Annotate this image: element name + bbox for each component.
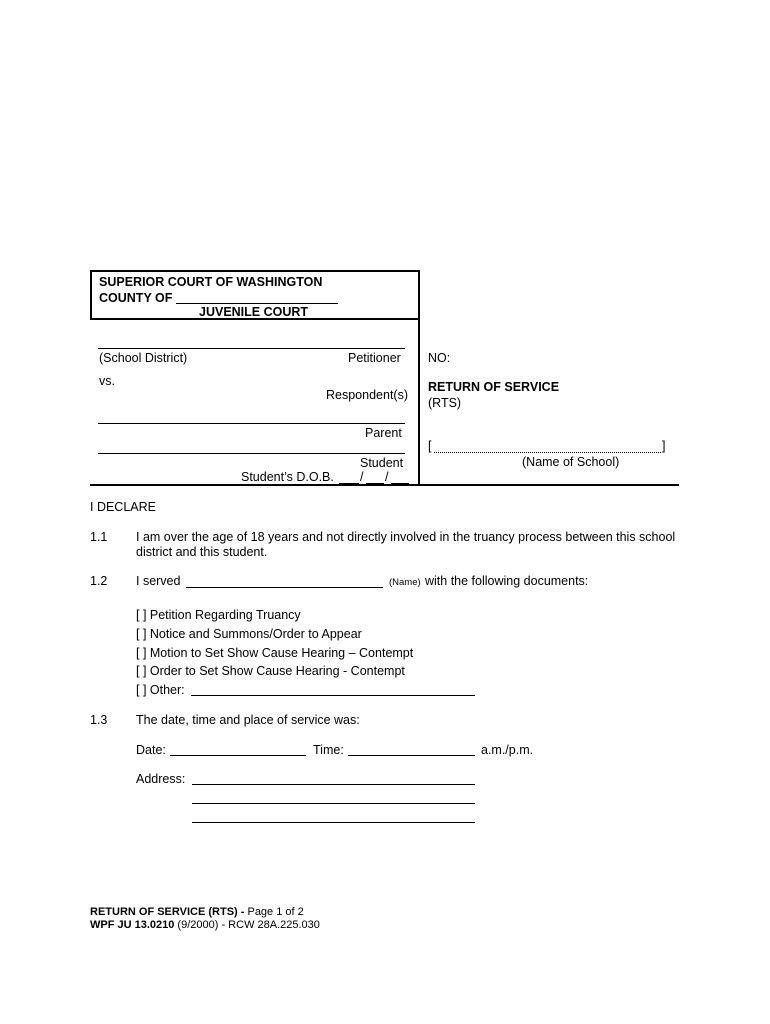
footer-form-info [90,919,320,931]
school-district-line[interactable] [98,348,405,349]
document-checkbox-motion[interactable]: [ ] Motion to Set Show Cause Hearing – Contempt [136,646,414,660]
footer-title: RETURN OF SERVICE (RTS) - [90,906,245,918]
footer-form-citation: (9/2000) - RCW 28A.225.030 [174,919,320,931]
served-name-blank[interactable] [186,587,383,588]
document-checkbox-order[interactable]: [ ] Order to Set Show Cause Hearing - Contempt [136,664,405,678]
juvenile-court-label: JUVENILE COURT [199,305,309,319]
parent-line[interactable] [98,423,405,424]
ampm-label: a.m./p.m. [481,743,534,757]
dob-label: Student’s D.O.B. [241,470,334,484]
section-1-1-text-line1: I am over the age of 18 years and not directly involved in the truancy process between this school [136,530,676,544]
section-number: 1.3 [90,713,108,727]
other-document-blank[interactable] [191,695,475,696]
school-name-blank[interactable] [434,452,661,453]
petitioner-label: Petitioner [348,351,401,365]
address-line-1[interactable] [192,784,475,785]
school-name-label: (Name of School) [522,455,620,469]
section-1-3-text: The date, time and place of service was: [136,713,360,727]
time-label: Time: [313,743,344,757]
section-number: 1.1 [90,530,108,544]
address-line-2[interactable] [192,803,475,804]
document-checkbox-notice[interactable]: [ ] Notice and Summons/Order to Appear [136,627,362,641]
document-title: RETURN OF SERVICE [428,380,560,394]
name-hint: (Name) [389,577,421,588]
county-label: COUNTY OF [99,291,173,305]
document-checkbox-petition[interactable]: [ ] Petition Regarding Truancy [136,608,301,622]
parent-label: Parent [365,426,402,440]
address-label: Address: [136,772,186,786]
case-number-label: NO: [428,351,451,365]
address-line-3[interactable] [192,822,475,823]
date-blank[interactable] [170,755,306,756]
caption-divider [90,484,679,486]
dob-separator: / [385,470,389,484]
school-district-label: (School District) [99,351,188,365]
court-name: SUPERIOR COURT OF WASHINGTON [99,275,323,289]
county-blank[interactable] [176,303,338,304]
date-label: Date: [136,743,166,757]
respondents-label: Respondent(s) [326,388,408,402]
student-label: Student [360,456,404,470]
bracket-open: [ [428,439,432,453]
student-line[interactable] [98,453,405,454]
vs-label: vs. [99,374,115,388]
time-blank[interactable] [348,755,475,756]
declaration-heading: I DECLARE [90,500,156,514]
served-label: I served [136,574,181,588]
section-1-1-text-line2: district and this student. [136,545,268,559]
dob-separator: / [360,470,364,484]
document-abbrev: (RTS) [428,396,462,410]
document-checkbox-other[interactable]: [ ] Other: [136,683,185,697]
section-number: 1.2 [90,574,108,588]
footer-page: Page 1 of 2 [244,906,304,918]
served-following-text: with the following documents: [425,574,589,588]
bracket-close: ] [662,439,666,453]
footer-form-number: WPF JU 13.0210 [90,919,175,931]
footer-page-info [90,906,304,918]
